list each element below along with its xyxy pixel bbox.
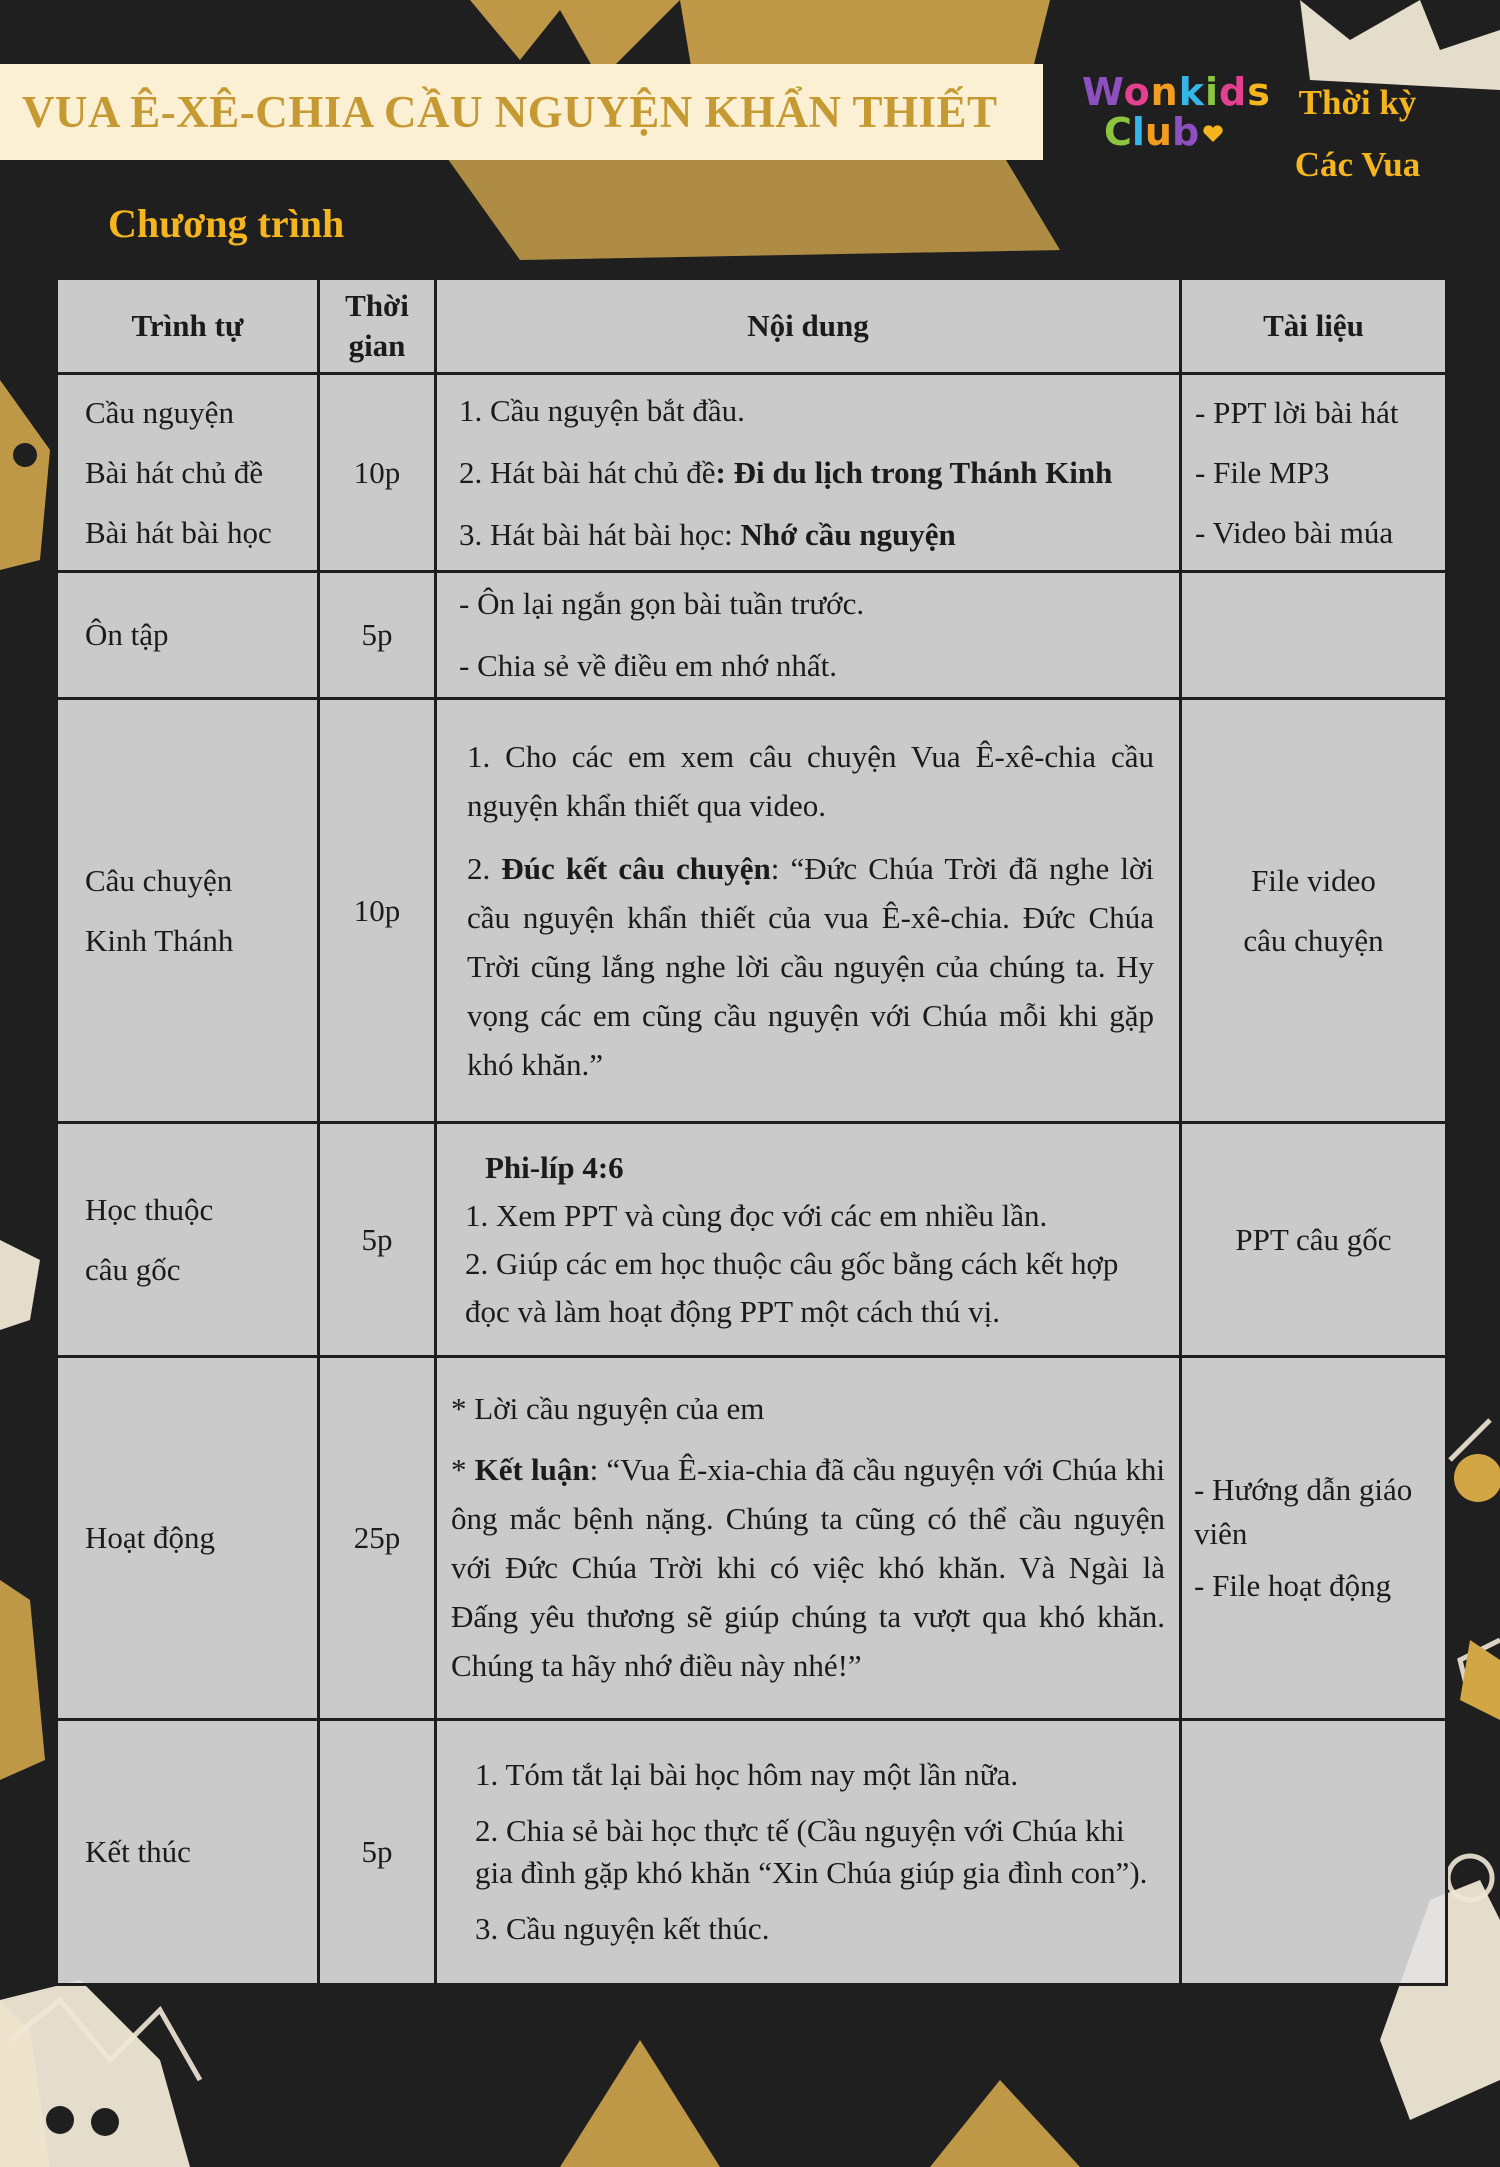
content-line: 1. Tóm tắt lại bài học hôm nay một lần nữa. bbox=[475, 1757, 1019, 1792]
table-row bbox=[57, 699, 1447, 1123]
story-paragraph-2 bbox=[467, 844, 1154, 1089]
time-cell: 10p bbox=[319, 699, 436, 1123]
era-label bbox=[1275, 72, 1440, 196]
content-text: : “Đức Chúa Trời đã nghe lời cầu nguyện khẩn thiết của vua Ê-xê-chia. Đức Chúa Trời cũng lắng nghe lời cầu nguyện của chúng ta. Hy vọng các em cũng cầu nguyện với Chúa mỗi khi gặp khó khăn.” bbox=[467, 851, 1155, 1082]
content-text: 2. bbox=[467, 851, 502, 886]
conclusion-label: Kết luận bbox=[474, 1451, 590, 1487]
step-cell bbox=[57, 374, 319, 572]
resources-cell bbox=[1181, 374, 1447, 572]
step-cell: Kết thúc bbox=[57, 1720, 319, 1985]
era-line-2: Các Vua bbox=[1294, 145, 1421, 184]
resources-cell bbox=[1181, 1720, 1447, 1985]
content-text: 3. Hát bài hát bài học: bbox=[459, 516, 741, 552]
header-time-line-2: gian bbox=[348, 328, 406, 363]
content-text: 2. Hát bài hát chủ đề bbox=[459, 454, 716, 490]
activity-conclusion bbox=[451, 1445, 1165, 1690]
time-cell: 5p bbox=[319, 572, 436, 699]
content-line: 1. Xem PPT và cùng đọc với các em nhiều lần. bbox=[465, 1197, 1048, 1233]
time-cell: 5p bbox=[319, 1123, 436, 1357]
spacer bbox=[467, 830, 1154, 844]
verse-reference: Phi-líp 4:6 bbox=[485, 1149, 624, 1185]
content-text: : “Vua Ê-xia-chia đã cầu nguyện với Chúa khi ông mắc bệnh nặng. Chúng ta cũng có thể cầu nguyện với Đức Chúa Trời khi có việc khó khăn. Và Ngài là Đấng yêu thương sẽ giúp chúng ta vượt qua khó khăn. Chúng ta hãy nhớ điều này nhé!” bbox=[451, 1451, 1166, 1683]
spacer bbox=[475, 1894, 1157, 1908]
resources-cell bbox=[1181, 572, 1447, 699]
content-line: * Lời cầu nguyện của em bbox=[451, 1390, 765, 1426]
content-cell bbox=[436, 572, 1181, 699]
program-table bbox=[55, 277, 1448, 1986]
step-cell bbox=[57, 699, 319, 1123]
table-row bbox=[57, 1357, 1447, 1720]
resource-item: - File hoạt động bbox=[1194, 1568, 1392, 1603]
content-cell bbox=[436, 1720, 1181, 1985]
table-row bbox=[57, 374, 1447, 572]
era-line-1: Thời kỳ bbox=[1298, 83, 1417, 122]
time-cell: 5p bbox=[319, 1720, 436, 1985]
content-cell bbox=[436, 374, 1181, 572]
spacer bbox=[451, 1431, 1165, 1445]
resource-item: - File MP3 bbox=[1195, 454, 1330, 490]
step-text: Học thuộc bbox=[85, 1191, 214, 1227]
content-line bbox=[459, 504, 1157, 566]
content-cell bbox=[436, 699, 1181, 1123]
header-time-line-1: Thời bbox=[345, 288, 409, 323]
logo-line-2: Club bbox=[1104, 112, 1224, 152]
table-row bbox=[57, 1720, 1447, 1985]
resource-item: File video bbox=[1251, 862, 1376, 898]
story-summary-label: Đúc kết câu chuyện bbox=[501, 851, 771, 886]
table-row bbox=[57, 572, 1447, 699]
theme-song-title: : Đi du lịch trong Thánh Kinh bbox=[715, 454, 1113, 490]
header-step: Trình tự bbox=[57, 279, 319, 374]
step-text: Bài hát chủ đề bbox=[85, 454, 264, 490]
spacer bbox=[1194, 1556, 1445, 1564]
spacer bbox=[475, 1796, 1157, 1810]
content-line: - Ôn lại ngắn gọn bài tuần trước. bbox=[459, 586, 865, 621]
step-cell: Hoạt động bbox=[57, 1357, 319, 1720]
step-text: Kinh Thánh bbox=[85, 922, 234, 958]
lesson-song-title: Nhớ cầu nguyện bbox=[740, 516, 956, 552]
resources-cell bbox=[1181, 699, 1447, 1123]
time-cell: 10p bbox=[319, 374, 436, 572]
header-time bbox=[319, 279, 436, 374]
resource-item: - Video bài múa bbox=[1195, 514, 1394, 550]
table-header-row bbox=[57, 279, 1447, 374]
time-cell: 25p bbox=[319, 1357, 436, 1720]
step-text: Câu chuyện bbox=[85, 862, 233, 898]
step-cell bbox=[57, 1123, 319, 1357]
content-line: 2. Giúp các em học thuộc câu gốc bằng cách kết hợp đọc và làm hoạt động PPT một cách thú vị. bbox=[465, 1245, 1119, 1329]
content-cell bbox=[436, 1357, 1181, 1720]
content-line: 3. Cầu nguyện kết thúc. bbox=[475, 1911, 770, 1946]
title-banner bbox=[0, 64, 1043, 160]
step-cell: Ôn tập bbox=[57, 572, 319, 699]
content-line bbox=[459, 442, 1157, 504]
resources-cell bbox=[1181, 1357, 1447, 1720]
resources-cell: PPT câu gốc bbox=[1181, 1123, 1447, 1357]
content-line: 2. Chia sẻ bài học thực tế (Cầu nguyện với Chúa khi gia đình gặp khó khăn “Xin Chúa giúp gia đình con”). bbox=[475, 1813, 1148, 1890]
wonkids-club-logo bbox=[1082, 70, 1271, 160]
logo-line-1: Wonkids bbox=[1082, 70, 1271, 114]
header-content: Nội dung bbox=[436, 279, 1181, 374]
step-text: câu gốc bbox=[85, 1251, 181, 1287]
section-label: Chương trình bbox=[108, 201, 345, 246]
content-cell bbox=[436, 1123, 1181, 1357]
content-text: * bbox=[451, 1451, 475, 1487]
content-line: 1. Cầu nguyện bắt đầu. bbox=[459, 392, 745, 428]
resource-item: câu chuyện bbox=[1243, 922, 1384, 958]
page-title: VUA Ê-XÊ-CHIA CẦU NGUYỆN KHẨN THIẾT bbox=[22, 87, 998, 137]
story-paragraph-1: 1. Cho các em xem câu chuyện Vua Ê-xê-chia cầu nguyện khẩn thiết qua video. bbox=[467, 739, 1154, 823]
heart-icon bbox=[1202, 125, 1224, 143]
header-resources: Tài liệu bbox=[1181, 279, 1447, 374]
step-text: Bài hát bài học bbox=[85, 514, 272, 550]
table-row bbox=[57, 1123, 1447, 1357]
content-line: - Chia sẻ về điều em nhớ nhất. bbox=[459, 648, 837, 683]
step-text: Cầu nguyện bbox=[85, 394, 234, 430]
resource-item: - PPT lời bài hát bbox=[1195, 394, 1399, 430]
resource-item: - Hướng dẫn giáo viên bbox=[1194, 1472, 1413, 1551]
